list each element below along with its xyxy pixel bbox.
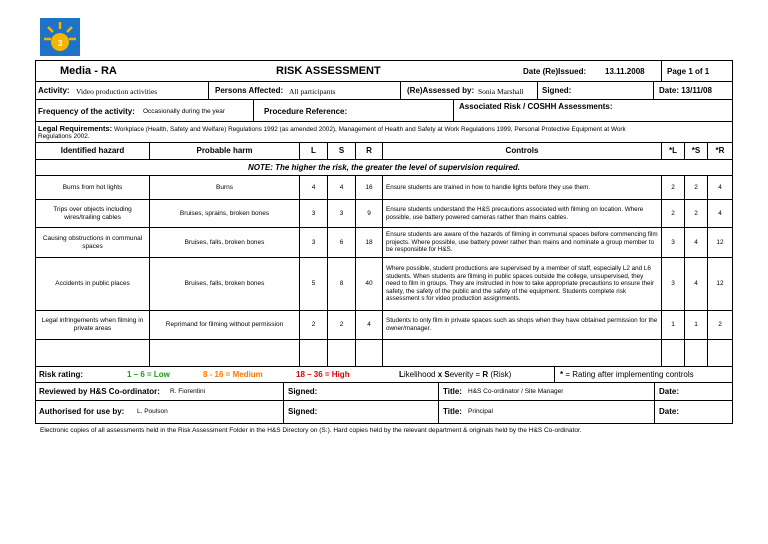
- authorised-by-label: Authorised for use by:: [39, 407, 125, 416]
- col-r-after: *R: [715, 146, 725, 155]
- l-after-cell: 3: [671, 280, 675, 287]
- assessed-by-value: Sonia Marshall: [478, 87, 524, 96]
- controls-cell: Where possible, student productions are supervised by a member of staff, especially L2 and L6 students. When students are filming in public spaces outside the college, unsupervised, they need to film in groups. They are instructed in how to take appropriate precautions to ensure their safety, the safety of the public and the safety of the equipment. Students complete risk assessment s for video production assignments.: [386, 265, 655, 303]
- rating-high: 18 – 36 = High: [296, 370, 350, 379]
- sun-logo-icon: [40, 18, 80, 56]
- authorised-row: [36, 401, 732, 423]
- r-cell: 9: [367, 209, 371, 217]
- reviewed-row: [36, 383, 732, 401]
- r-after-cell: 4: [718, 183, 722, 191]
- divider: [661, 61, 662, 81]
- r-after-cell: 12: [716, 238, 724, 246]
- col-harm: Probable harm: [196, 146, 253, 155]
- s-after-cell: 2: [694, 209, 698, 217]
- l-after-cell: 3: [671, 238, 675, 246]
- l-cell: 3: [311, 238, 316, 246]
- supervision-note: NOTE: The higher the risk, the greater the level of supervision required.: [247, 162, 521, 172]
- rating-medium: 8 - 16 = Medium: [203, 370, 263, 379]
- associated-assessments-label: Associated Risk / COSHH Assessments:: [459, 102, 613, 111]
- r-after-cell: 2: [718, 321, 722, 328]
- table-row: [36, 228, 732, 258]
- r-cell: 40: [365, 280, 373, 287]
- s-after-cell: 1: [694, 321, 698, 328]
- harm-cell: Burns: [216, 183, 233, 191]
- r-after-cell: 12: [716, 280, 724, 287]
- s-after-cell: 4: [694, 280, 698, 287]
- hazard-cell: Accidents in public places: [55, 280, 130, 287]
- activity-label: Activity:: [38, 86, 70, 95]
- l-cell: 3: [311, 209, 316, 217]
- col-l-after: *L: [669, 146, 677, 155]
- col-hazard: Identified hazard: [60, 146, 125, 155]
- hazard-cell: Burns from hot lights: [62, 183, 123, 191]
- s-after-cell: 2: [694, 183, 698, 191]
- s-cell: 2: [339, 321, 344, 328]
- authorised-signed-label: Signed:: [288, 407, 318, 416]
- note-row: [36, 160, 732, 176]
- divider: [554, 367, 555, 382]
- assessment-date: Date: 13/11/08: [659, 86, 712, 95]
- hazard-cell: Trips over objects including wires/trailing cables: [53, 205, 132, 221]
- s-cell: 4: [339, 183, 344, 191]
- legal-requirements-line1: Legal Requirements: Workplace (Health, Safety and Welfare) Regulations 1992 (as amended 2002), Management of Health and Safety at Work Regulations 1999, Personal Protective Equipment at Work: [38, 124, 626, 133]
- frequency-row: [36, 100, 732, 122]
- reviewed-date-label: Date:: [659, 387, 680, 396]
- s-cell: 3: [339, 209, 344, 217]
- assessed-by-label: (Re)Assessed by:: [407, 86, 475, 95]
- harm-cell: Reprimand for filming without permission: [165, 321, 284, 328]
- l-after-cell: 2: [671, 183, 675, 191]
- l-after-cell: 2: [671, 209, 675, 217]
- header-row: [36, 61, 732, 82]
- l-after-cell: 1: [671, 321, 675, 328]
- s-cell: 6: [339, 238, 344, 246]
- risk-rating-label: Risk rating:: [39, 370, 84, 379]
- l-cell: 5: [311, 280, 316, 287]
- reviewed-by-label: Reviewed by H&S Co-ordinator:: [39, 387, 160, 396]
- activity-row: [36, 82, 732, 100]
- hazard-cell: Causing obstructions in communal spaces: [42, 234, 143, 250]
- procedure-reference-label: Procedure Reference:: [264, 107, 348, 116]
- authorised-title-label: Title:: [443, 407, 462, 416]
- col-r: R: [366, 146, 372, 155]
- table-header-row: [36, 143, 732, 160]
- col-controls: Controls: [505, 146, 539, 155]
- page-number: Page 1 of 1: [667, 67, 710, 76]
- controls-cell: Ensure students are trained in how to handle lights before they use them.: [386, 183, 591, 191]
- risk-rating-row: [36, 367, 732, 383]
- after-controls-note: * = Rating after implementing controls: [560, 370, 694, 379]
- table-row: [36, 200, 732, 228]
- authorised-date-label: Date:: [659, 407, 680, 416]
- controls-cell: Ensure students understand the H&S precautions associated with filming on location. Where possible, use battery powered cameras rather than mains cables.: [386, 205, 644, 221]
- table-row: [36, 311, 732, 340]
- table-row: [36, 176, 732, 200]
- authorised-title-value: Principal: [468, 408, 493, 415]
- controls-cell: Students to only film in private spaces such as shops when they have obtained permission for the owner/manager.: [386, 317, 658, 332]
- date-issued-label: Date (Re)Issued:: [523, 67, 587, 76]
- frequency-label: Frequency of the activity:: [38, 107, 135, 116]
- legal-requirements-line2: Regulations 2002.: [38, 133, 90, 140]
- svg-text:3: 3: [58, 39, 63, 48]
- s-cell: 8: [339, 280, 344, 287]
- reviewed-by-value: R. Fiorentini: [170, 388, 206, 395]
- col-s: S: [338, 146, 345, 155]
- harm-cell: Bruises, sprains, broken bones: [179, 209, 270, 217]
- controls-cell: Ensure students are aware of the hazards of filming in communal spaces before commencing film projects. Where possible, use battery power rather than mains and nominate a group member to be responsible for H&S.: [386, 231, 658, 254]
- l-cell: 2: [311, 321, 316, 328]
- s-after-cell: 4: [694, 238, 698, 246]
- reviewed-title-value: H&S Co-ordinator / Site Manager: [468, 388, 564, 395]
- table-row: [36, 258, 732, 311]
- signed-label: Signed:: [542, 86, 572, 95]
- page-title: RISK ASSESSMENT: [276, 65, 381, 77]
- empty-table-row: [36, 340, 732, 367]
- activity-value: Video production activities: [76, 87, 158, 96]
- hazard-cell: Legal infringements when filming in private areas: [41, 317, 144, 332]
- harm-cell: Bruises, falls, broken bones: [184, 238, 265, 246]
- legal-row: [36, 122, 732, 143]
- date-issued-value: 13.11.2008: [605, 67, 645, 76]
- reviewed-signed-label: Signed:: [288, 387, 318, 396]
- r-cell: 18: [365, 238, 373, 246]
- r-after-cell: 4: [718, 209, 722, 217]
- reviewed-title-label: Title:: [443, 387, 462, 396]
- r-cell: 16: [365, 183, 373, 191]
- authorised-by-value: L. Poulson: [137, 408, 168, 415]
- col-l: L: [311, 146, 316, 155]
- r-cell: 4: [367, 321, 371, 328]
- media-label: Media - RA: [60, 65, 117, 77]
- l-cell: 4: [311, 183, 316, 191]
- footer-note: Electronic copies of all assessments held in the Risk Assessment Folder in the H&S Directory on (S:). Hard copies held by the relevant department & originals held by the H&S Co-ordinator.: [40, 427, 582, 434]
- rating-low: 1 – 6 = Low: [127, 370, 170, 379]
- persons-affected-label: Persons Affected:: [215, 86, 284, 95]
- frequency-value: Occasionally during the year: [143, 108, 226, 115]
- harm-cell: Bruises, falls, broken bones: [184, 280, 265, 287]
- col-s-after: *S: [691, 146, 701, 155]
- persons-affected-value: All participants: [289, 87, 336, 96]
- risk-formula: Likelihood x Severity = R (Risk): [399, 370, 512, 379]
- risk-assessment-form: [35, 60, 733, 424]
